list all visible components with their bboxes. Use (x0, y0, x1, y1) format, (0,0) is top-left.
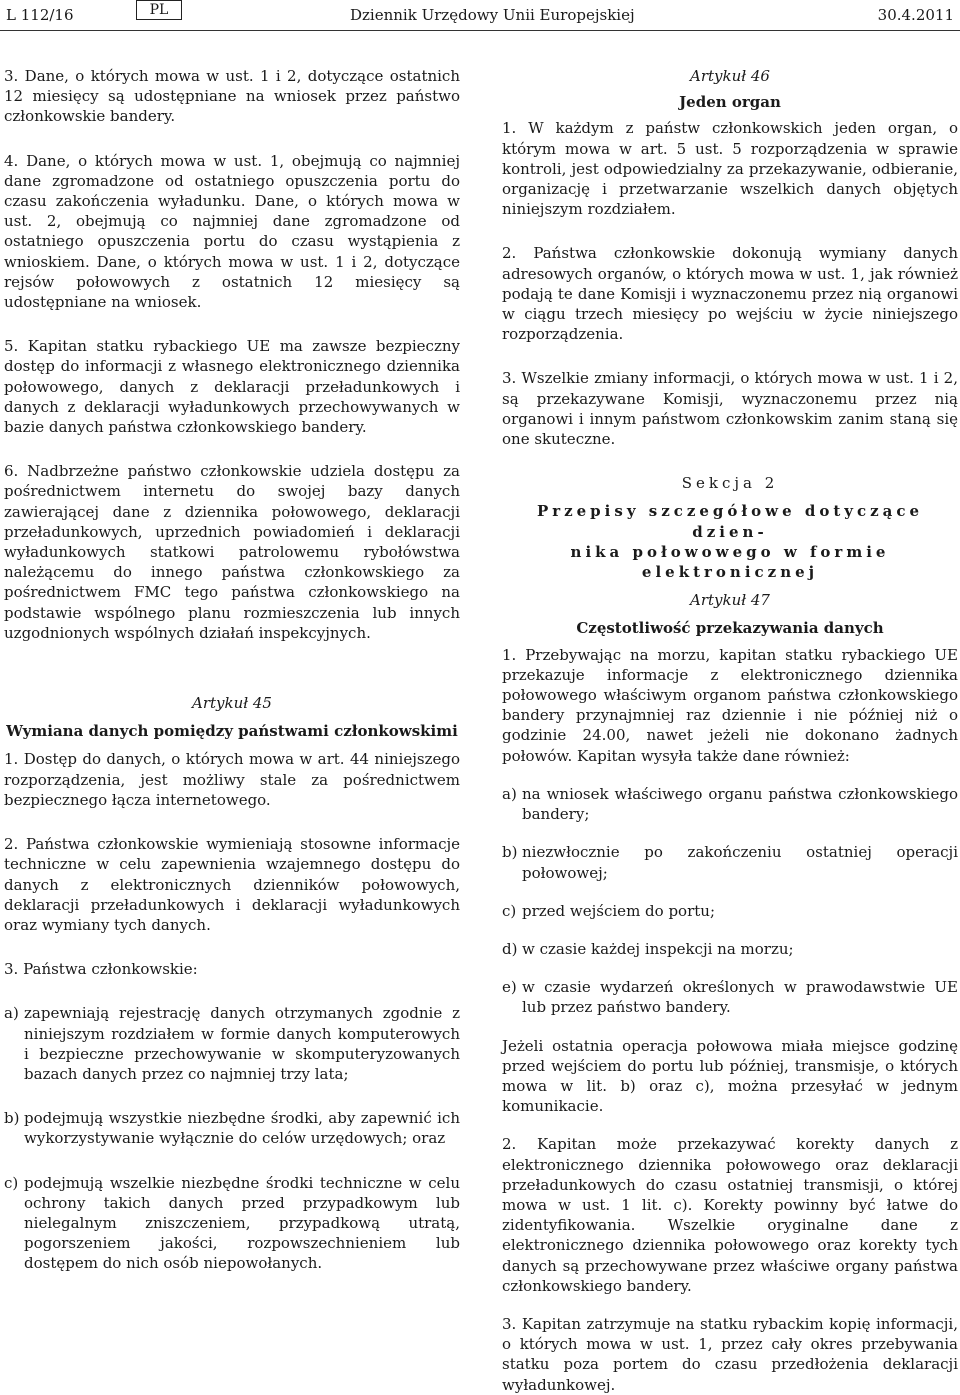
article-46-paragraph-3: 3. Wszelkie zmiany informacji, o których mowa w ust. 1 i 2, są przekazywane Komisji, wyznaczonemu przez nią organowi i innym państwom członkowskim zanim staną się one skuteczne. (502, 369, 958, 449)
list-item-label: e) (502, 978, 517, 997)
article-46-paragraph-2: 2. Państwa członkowskie dokonują wymiany danych adresowych organów, o których mowa w ust. 1, jak również podają te dane Komisji i wyznaczonemu przez nią organowi w ciągu trzech miesięcy po wejściu w życie niniejszego rozporządzenia. (502, 244, 958, 344)
list-item-label: a) (4, 1004, 19, 1023)
list-item (4, 1173, 460, 1274)
paragraph-4: 4. Dane, o których mowa w ust. 1, obejmują co najmniej dane zgromadzone od ostatniego opuszczenia portu do czasu zakończenia wyładunku. Dane, o których mowa w ust. 2, obejmują co najmniej dane zgromadzone od ostatniego opuszczenia portu do czasu wystąpienia z wnioskiem. Dane, o których mowa w ust. 1 i 2, dotyczące rejsów połowowych z ostatnich 12 miesięcy są udostępniane na wniosek. (4, 151, 460, 312)
publication-date: 30.4.2011 (877, 6, 954, 24)
article-47-paragraph-3: 3. Kapitan zatrzymuje na statku rybackim kopię informacji, o których mowa w ust. 1, przez cały okres przebywania statku poza portem do czasu przedłożenia deklaracji wyładunkowej. (502, 1314, 958, 1394)
article-46-title: Jeden organ (679, 93, 781, 112)
article-46-paragraph-1: 1. W każdym z państw członkowskich jeden organ, o którym mowa w art. 5 ust. 5 rozporządzenia w sprawie kontroli, jest odpowiedzialny za przekazywanie, odbieranie, organizację i przetwarzanie wszelkich danych objętych niniejszym rozdziałem. (502, 119, 958, 219)
list-item (502, 939, 958, 959)
list-item-text: w czasie każdej inspekcji na morzu; (522, 939, 794, 958)
header-divider (0, 30, 960, 31)
page-header (0, 0, 960, 30)
list-item (502, 784, 958, 824)
article-45-title: Wymiana danych pomiędzy państwami członkowskimi (6, 722, 458, 741)
right-column (502, 66, 958, 1395)
paragraph-5: 5. Kapitan statku rybackiego UE ma zawsze bezpieczny dostęp do informacji z własnego elektronicznego dziennika połowowego, danych z deklaracji przeładunkowych i danych z deklaracji wyładunkowych przechowywanych w bazie danych państwa członkowskiego bandery. (4, 337, 460, 437)
article-45-paragraph-2: 2. Państwa członkowskie wymieniają stosowne informacje techniczne w celu zapewnienia wzajemnego dostępu do danych z elektronicznych dzienników połowowych, deklaracji przeładunkowych i deklaracji wyładunkowych oraz wymiany tych danych. (4, 835, 460, 934)
list-item-text: zapewniają rejestrację danych otrzymanych zgodnie z niniejszym rozdziałem w formie danych komputerowych i bezpieczne przechowywanie w skomputeryzowanych bazach danych przez co najmniej trzy lata; (24, 1004, 460, 1083)
list-item-text: na wniosek właściwego organu państwa członkowskiego bandery; (522, 784, 958, 824)
language-badge: PL (136, 0, 182, 20)
list-item (4, 1003, 460, 1084)
list-item (502, 842, 958, 882)
paragraph-6: 6. Nadbrzeżne państwo członkowskie udziela dostępu za pośrednictwem internetu do swojej bazy danych zawierającej dane z dziennika połowowego, deklaracji przeładunkowych, uprzednich powiadomień i deklaracji wyładunkowych statkowi patrolowemu rybołówstwa należącemu do innego państwa członkowskiego za pośrednictwem FMC tego państwa członkowskiego na podstawie wspólnego planu rozmieszczenia lub innych uzgodnionych wspólnych działań inspekcyjnych. (4, 462, 460, 642)
list-item-text: niezwłocznie po zakończeniu ostatniej operacji połowowej; (522, 843, 958, 882)
list-item-label: b) (502, 843, 518, 862)
section-label: Sekcja 2 (681, 474, 779, 493)
article-47-paragraph-2: 2. Kapitan może przekazywać korekty danych z elektronicznego dziennika połowowego oraz deklaracji przeładunkowych do czasu ostatniej transmisji, o której mowa w ust. 1 lit. c). Korekty powinny być łatwe do zidentyfikowania. Wszelkie oryginalne dane z elektronicznego dziennika połowowego oraz korekty tych danych są przechowywane przez właściwe organy państwa członkowskiego bandery. (502, 1135, 958, 1295)
list-item (4, 1108, 460, 1148)
article-45-label: Artykuł 45 (192, 694, 272, 713)
article-47-paragraph-1: 1. Przebywając na morzu, kapitan statku rybackiego UE przekazuje informacje z elektronicznego dziennika połowowego właściwym organom państwa członkowskiego bandery przynajmniej raz dziennie i nie później niż o godzinie 24.00, nawet jeżeli nie dokonano żadnych połowów. Kapitan wysyła także dane również: (502, 645, 958, 765)
list-item-label: d) (502, 939, 518, 958)
list-item-label: c) (502, 901, 517, 920)
left-column (4, 66, 460, 1274)
list-item (502, 901, 958, 921)
journal-title: Dziennik Urzędowy Unii Europejskiej (350, 6, 635, 24)
section-title-line-1: Przepisy szczegółowe dotyczące dzien- (536, 502, 924, 541)
list-item-text: podejmują wszelkie niezbędne środki techniczne w celu ochrony takich danych przed przypadkowym lub nielegalnym zniszczeniem, przypadkową utratą, pogorszeniem jakości, rozpowszechnieniem lub dostępem do nich osób niepowołanych. (24, 1173, 460, 1273)
article-45-paragraph-3: 3. Państwa członkowskie: (4, 960, 198, 979)
paragraph-3: 3. Dane, o których mowa w ust. 1 i 2, dotyczące ostatnich 12 miesięcy są udostępniane na wniosek przez państwo członkowskie bandery. (4, 67, 460, 126)
list-item-label: a) (502, 784, 517, 803)
article-47-title: Częstotliwość przekazywania danych (576, 619, 884, 638)
article-47-note: Jeżeli ostatnia operacja połowowa miała miejsce godzinę przed wejściem do portu lub później, transmisje, o których mowa w lit. b) oraz c), można przesyłać w jednym komunikacie. (502, 1036, 958, 1116)
list-item-text: podejmują wszystkie niezbędne środki, aby zapewnić ich wykorzystywanie wyłącznie do celów urzędowych; oraz (24, 1109, 460, 1148)
article-46-label: Artykuł 46 (690, 67, 770, 85)
list-item (502, 977, 958, 1017)
page-reference: L 112/16 (6, 6, 74, 24)
article-47-label: Artykuł 47 (690, 591, 770, 610)
list-item-text: w czasie wydarzeń określonych w prawodawstwie UE lub przez państwo bandery. (522, 978, 958, 1017)
section-title-line-2: nika połowowego w formie elektronicznej (570, 542, 890, 582)
list-item-text: przed wejściem do portu; (522, 901, 716, 920)
list-item-label: c) (4, 1173, 19, 1192)
list-item-label: b) (4, 1109, 20, 1128)
article-45-paragraph-1: 1. Dostęp do danych, o których mowa w art. 44 niniejszego rozporządzenia, jest możliwy stale za pośrednictwem bezpiecznego łącza internetowego. (4, 750, 460, 809)
